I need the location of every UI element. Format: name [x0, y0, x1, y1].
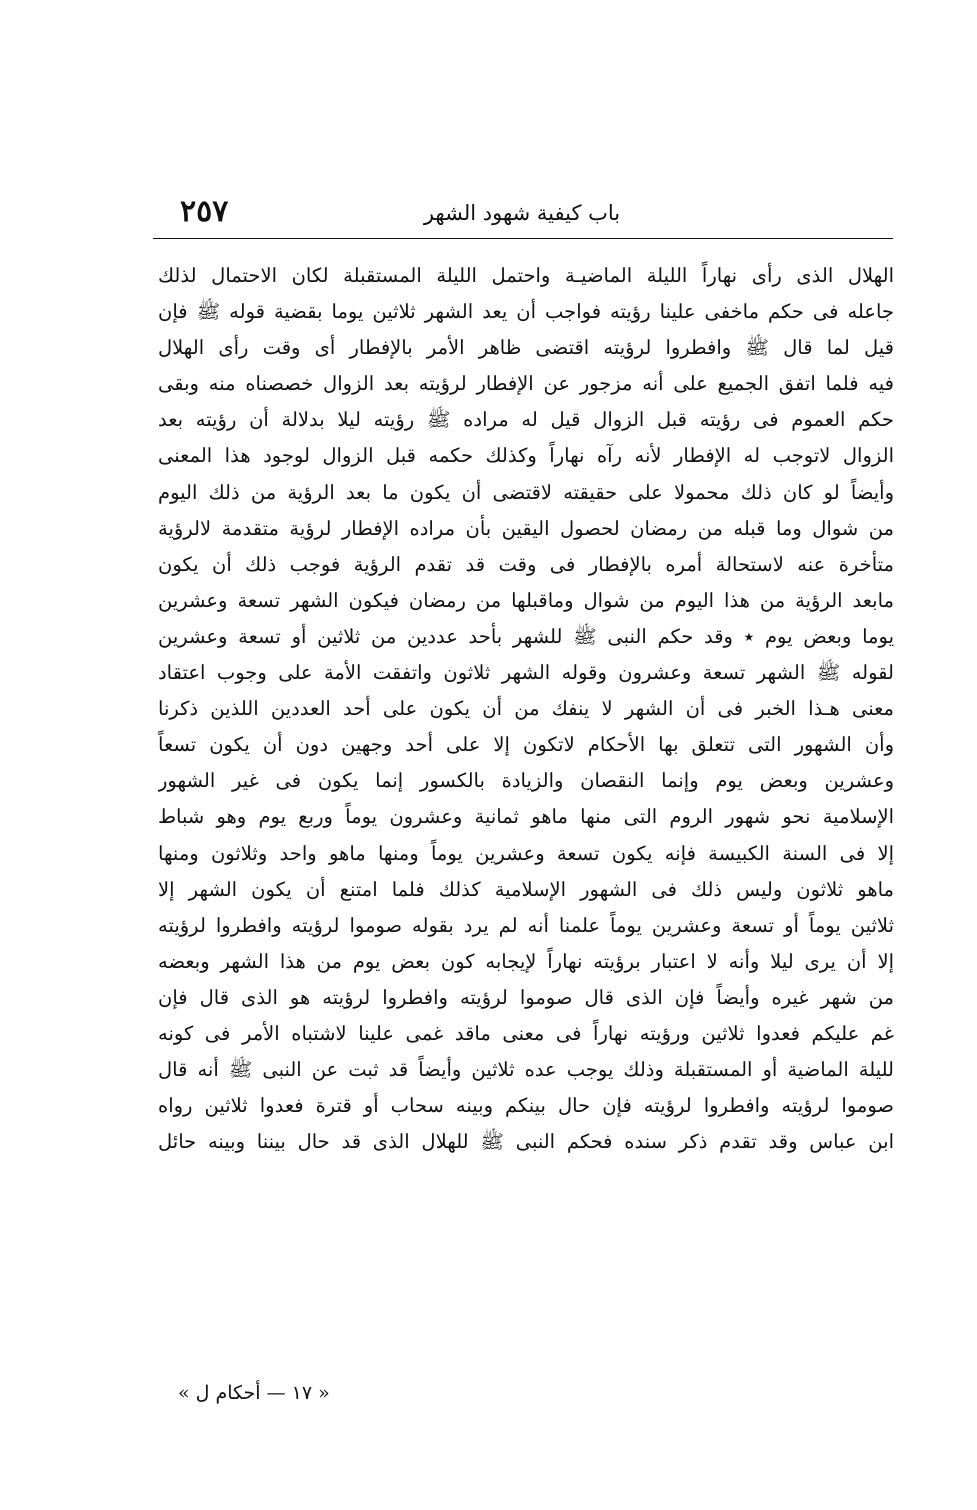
signature-mark: « ١٧ — أحكام ل » [178, 1382, 330, 1404]
text-line: لقوله ﷺ الشهر تسعة وعشرون وقوله الشهر ثلاثون واتفقت الأمة على وجوب اعتقاد [158, 661, 894, 685]
running-header [150, 192, 894, 236]
page-number: ٢٥٧ [180, 194, 229, 229]
text-line: الهلال الذى رأى نهاراً الليلة الماضيـة واحتمل الليلة المستقبلة لكان الاحتمال لذلك [158, 264, 894, 287]
text-line: لليلة الماضية أو المستقبلة وذلك يوجب عده ثلاثين وأيضاً قد ثبت عن النبى ﷺ أنه قال [158, 1058, 894, 1082]
chapter-title: باب كيفية شهود الشهر [423, 201, 621, 225]
text-line: الزوال لاتوجب له الإفطار لأنه رآه نهاراً وكذلك حكمه قبل الزوال لوجود هذا المعنى [158, 444, 894, 468]
text-line: غم عليكم فعدوا ثلاثين ورؤيته نهاراً فى معنى ماقد غمى علينا لاشتباه الأمر فى كونه [158, 1021, 894, 1045]
text-line: حكم العموم فى رؤيته قبل الزوال قيل له مراده ﷺ رؤيته ليلا بدلالة أن رؤيته بعد [158, 408, 894, 432]
body-text [158, 258, 894, 1160]
text-line: الإسلامية نحو شهور الروم التى منها ماهو ثمانية وعشرون يوماً وربع يوم وهو شباط [158, 805, 894, 829]
text-line: جاعله فى حكم ماخفى علينا رؤيته فواجب أن يعد الشهر ثلاثين يوما بقضية قوله ﷺ فإن [158, 300, 894, 324]
text-line: من شوال وما قبله من رمضان لحصول اليقين بأن مراده الإفطار لرؤية متقدمة لالرؤية [158, 516, 894, 540]
text-line: معنى هـذا الخبر فى أن الشهر لا ينفك من أن يكون على أحد العددين اللذين ذكرنا [158, 697, 894, 721]
text-line: فيه فلما اتفق الجميع على أنه مزجور عن الإفطار لرؤيته بعد الزوال خصصناه منه وبقى [158, 372, 894, 396]
text-line: إلا أن يرى ليلا وأنه لا اعتبار برؤيته نهاراً لإيجابه كون بعض يوم من هذا الشهر وبعضه [158, 949, 894, 973]
text-line: إلا فى السنة الكبيسة فإنه يكون تسعة وعشرين يوماً ومنها ماهو واحد وثلاثون ومنها [158, 841, 894, 865]
text-line: متأخرة عنه لاستحالة أمره بالإفطار فى وقت قد تقدم الرؤية فوجب ذلك أن يكون [158, 552, 894, 576]
text-line: مابعد الرؤية من هذا اليوم من شوال وماقبلها من رمضان فيكون الشهر تسعة وعشرين [158, 588, 894, 612]
header-divider [153, 238, 893, 239]
text-line: وعشرين وبعض يوم وإنما النقصان والزيادة بالكسور إنما يكون فى غير الشهور [158, 769, 894, 793]
text-line: وأيضاً لو كان ذلك محمولا على حقيقته لاقتضى أن يكون ما بعد الرؤية من ذلك اليوم [158, 480, 894, 504]
text-line: وأن الشهور التى تتعلق بها الأحكام لاتكون إلا على أحد وجهين دون أن يكون تسعاً [158, 733, 894, 757]
text-line: ماهو ثلاثون وليس ذلك فى الشهور الإسلامية كذلك فلما امتنع أن يكون الشهر إلا [158, 877, 894, 901]
text-line: من شهر غيره وأيضاً فإن الذى قال صوموا لرؤيته وافطروا لرؤيته هو الذى قال فإن [158, 985, 894, 1009]
text-line: قيل لما قال ﷺ وافطروا لرؤيته اقتضى ظاهر الأمر بالإفطار أى وقت رأى الهلال [158, 336, 894, 360]
text-line: ابن عباس وقد تقدم ذكر سنده فحكم النبى ﷺ للهلال الذى قد حال بيننا وبينه حائل [158, 1130, 894, 1154]
text-line: ثلاثين يوماً أو تسعة وعشرين يوماً علمنا أنه لم يرد بقوله صوموا لرؤيته وافطروا لرؤيته [158, 913, 894, 937]
text-line: يوما وبعض يوم ٭ وقد حكم النبى ﷺ للشهر بأحد عددين من ثلاثين أو تسعة وعشرين [158, 624, 894, 648]
text-line: صوموا لرؤيته وافطروا لرؤيته فإن حال بينكم وبينه سحاب أو قترة فعدوا ثلاثين رواه [158, 1094, 894, 1118]
